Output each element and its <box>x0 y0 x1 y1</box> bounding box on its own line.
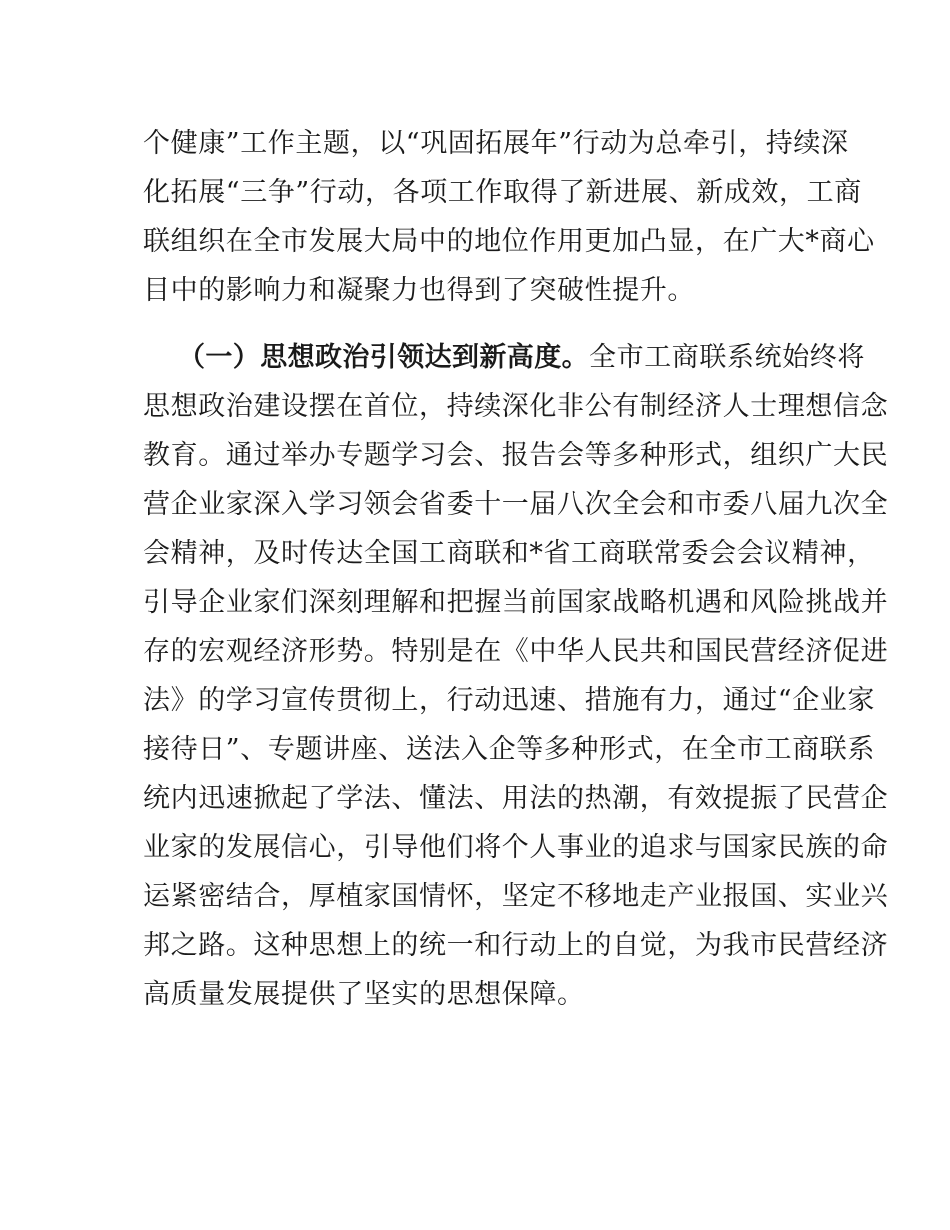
section-1-line-10: 统内迅速掀起了学法、懂法、用法的热潮，有效提振了民营企 <box>143 783 889 814</box>
section-1-first-line-text: 全市工商联系统始终将 <box>589 342 865 373</box>
section-1-line-12: 运紧密结合，厚植家国情怀，坚定不移地走产业报国、实业兴 <box>143 881 889 912</box>
section-1-line-8: 法》的学习宣传贯彻上，行动迅速、措施有力，通过“企业家 <box>143 685 876 716</box>
section-1-line-14: 高质量发展提供了坚实的思想保障。 <box>143 979 585 1010</box>
section-1-first-line <box>178 338 865 378</box>
paragraph-1-line-2: 化拓展“三争”行动，各项工作取得了新进展、新成效，工商 <box>143 177 862 208</box>
section-1-line-7: 存的宏观经济形势。特别是在《中华人民共和国民营经济促进 <box>143 636 889 667</box>
section-1-line-3: 教育。通过举办专题学习会、报告会等多种形式，组织广大民 <box>143 440 889 471</box>
section-1-heading: （一）思想政治引领达到新高度。 <box>178 342 589 373</box>
section-1-line-2: 思想政治建设摆在首位，持续深化非公有制经济人士理想信念 <box>143 391 889 422</box>
section-1-line-13: 邦之路。这种思想上的统一和行动上的自觉，为我市民营经济 <box>143 930 889 961</box>
paragraph-1-line-3: 联组织在全市发展大局中的地位作用更加凸显，在广大*商心 <box>143 226 875 257</box>
section-1-line-6: 引导企业家们深刻理解和把握当前国家战略机遇和风险挑战并 <box>143 587 889 618</box>
section-1-line-5: 会精神，及时传达全国工商联和*省工商联常委会会议精神， <box>143 538 875 569</box>
paragraph-1-line-1: 个健康”工作主题，以“巩固拓展年”行动为总牵引，持续深 <box>143 128 849 159</box>
paragraph-1-line-4: 目中的影响力和凝聚力也得到了突破性提升。 <box>143 275 695 306</box>
section-1-line-4: 营企业家深入学习领会省委十一届八次全会和市委八届九次全 <box>143 489 889 520</box>
section-1-line-11: 业家的发展信心，引导他们将个人事业的追求与国家民族的命 <box>143 832 889 863</box>
section-1-line-9: 接待日”、专题讲座、送法入企等多种形式，在全市工商联系 <box>143 734 876 765</box>
